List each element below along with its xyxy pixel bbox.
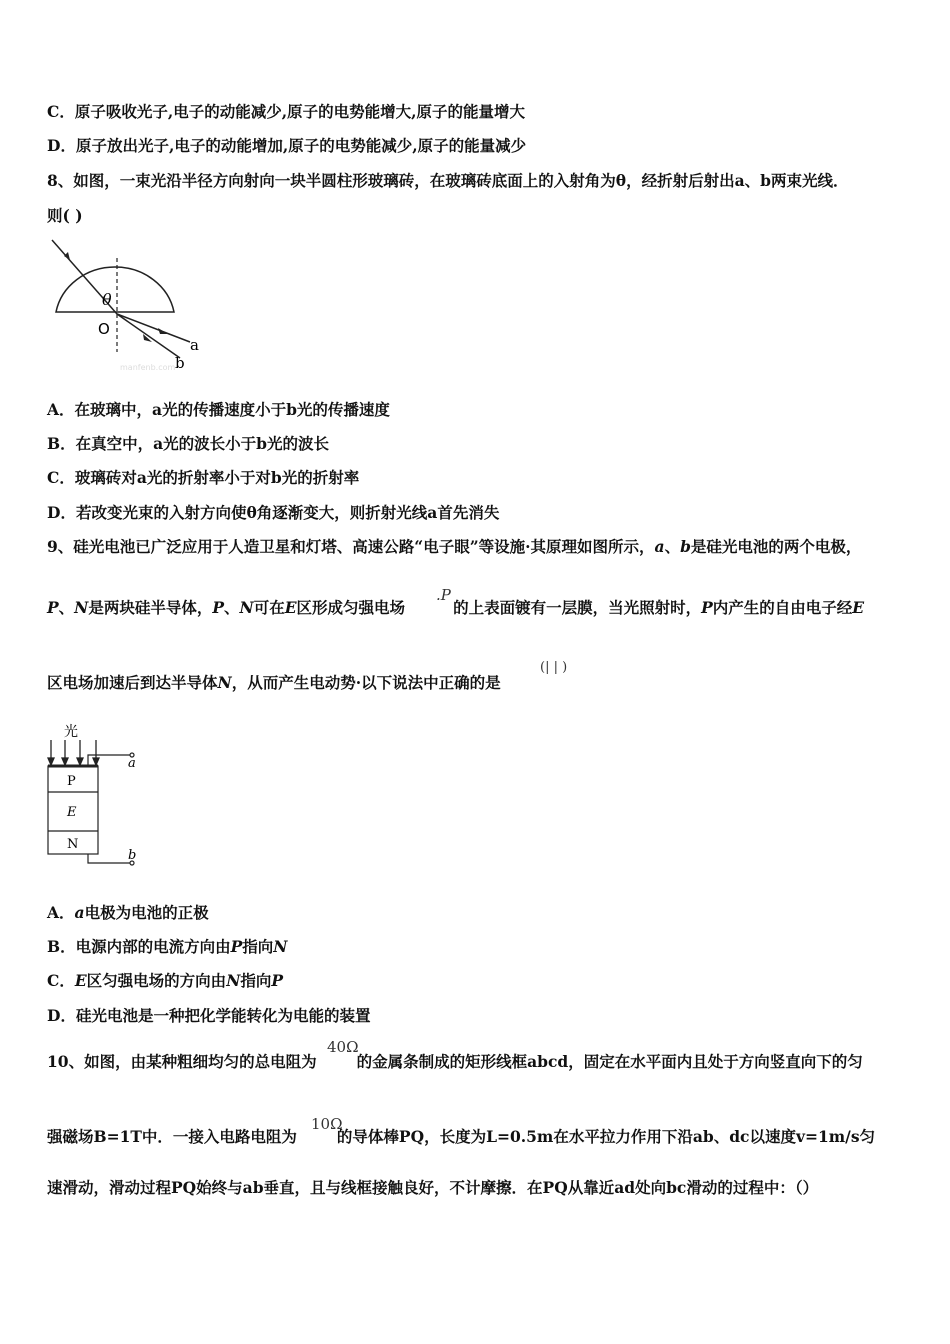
- text: 10、如图，由某种粗细均匀的总电阻为: [47, 1052, 317, 1071]
- text: 电极为电池的正极: [84, 903, 209, 922]
- q7-option-c: C．原子吸收光子,电子的动能减少,原子的电势能增大,原子的能量增大: [47, 102, 526, 121]
- var-e: E: [852, 598, 865, 617]
- text: 可在: [253, 598, 285, 617]
- text: 区匀强电场的方向由: [86, 971, 227, 990]
- light-label: 光: [64, 724, 78, 740]
- q9-stem-line3: [47, 673, 501, 693]
- var-a: a: [654, 537, 665, 556]
- q9-option-a: [47, 903, 209, 923]
- ray-b-label: b: [175, 354, 185, 372]
- text: 指向: [242, 937, 274, 956]
- text: 强磁场B=1T中．一接入电路电阻为: [47, 1127, 297, 1146]
- q8-option-b: B．在真空中，a光的波长小于b光的波长: [47, 434, 329, 453]
- ray-a-label: a: [190, 336, 199, 354]
- var-n: N: [273, 937, 288, 956]
- p-region-label: P: [67, 774, 76, 789]
- var-p: P: [212, 598, 225, 617]
- q9-stem-line2: [47, 598, 864, 618]
- q9-inline-formula-p: .P: [436, 586, 451, 604]
- var-n: N: [74, 598, 89, 617]
- text: 内产生的自由电子经: [712, 598, 853, 617]
- var-p: P: [271, 971, 284, 990]
- q10-resistance-10: 10Ω: [311, 1115, 343, 1133]
- text: B．电源内部的电流方向由: [47, 937, 231, 956]
- text: 9、硅光电池已广泛应用于人造卫星和灯塔、高速公路“电子眼”等设施·其原理如图所示，: [47, 537, 655, 556]
- var-n: N: [239, 598, 254, 617]
- q8-option-d: D．若改变光束的入射方向使θ角逐渐变大，则折射光线a首先消失: [47, 503, 500, 522]
- var-n: N: [217, 673, 232, 692]
- q10-resistance-40: 40Ω: [327, 1038, 359, 1056]
- text: 区形成匀强电场: [296, 598, 406, 617]
- q10-stem-line1: [47, 1052, 863, 1072]
- q9-solar-cell-figure: [40, 720, 150, 870]
- q9-option-d: D．硅光电池是一种把化学能转化为电能的装置: [47, 1006, 371, 1025]
- var-a: a: [74, 903, 85, 922]
- q9-option-c: [47, 971, 283, 991]
- watermark: manfenb.com: [120, 363, 176, 372]
- q8-option-c: C．玻璃砖对a光的折射率小于对b光的折射率: [47, 468, 360, 487]
- q7-option-d: D．原子放出光子,电子的动能增加,原子的电势能减少,原子的能量减少: [47, 136, 527, 155]
- text: 的导体棒PQ，长度为L=0.5m在水平拉力作用下沿ab、dc以速度v=1m/s匀: [336, 1127, 876, 1146]
- text: A．: [47, 903, 75, 922]
- var-e: E: [74, 971, 87, 990]
- q10-stem-line2: [47, 1127, 875, 1147]
- text: 、: [224, 598, 240, 617]
- electrode-a-label: a: [128, 756, 136, 771]
- var-p: P: [47, 598, 59, 617]
- var-p: P: [701, 598, 713, 617]
- n-region-label: N: [67, 837, 79, 852]
- text: C．: [47, 971, 75, 990]
- text: 指向: [240, 971, 272, 990]
- text: 、: [664, 537, 681, 556]
- q8-semicircle-figure: [40, 230, 220, 380]
- text: 区电场加速后到达半导体: [47, 673, 218, 692]
- q9-stem-line1: [47, 537, 861, 557]
- q9-answer-paren: (| | ): [540, 660, 568, 675]
- e-region-label: E: [67, 805, 77, 820]
- text: 是两块硅半导体，: [88, 598, 213, 617]
- electrode-b-label: b: [128, 848, 137, 863]
- q8-stem: 8、如图，一束光沿半径方向射向一块半圆柱形玻璃砖，在玻璃砖底面上的入射角为θ，经折射后射出a、b两束光线．: [47, 171, 849, 190]
- text: 是硅光电池的两个电极，: [690, 537, 862, 556]
- origin-label: O: [98, 320, 110, 338]
- text: 的金属条制成的矩形线框abcd，固定在水平面内且处于方向竖直向下的匀: [356, 1052, 863, 1071]
- theta-label: θ: [102, 290, 112, 309]
- q9-option-b: [47, 937, 287, 957]
- var-p: P: [230, 937, 243, 956]
- var-n: N: [226, 971, 241, 990]
- q8-stem-cont: 则( ): [47, 206, 83, 225]
- q10-stem-line3: 速滑动，滑动过程PQ始终与ab垂直，且与线框接触良好，不计摩擦．在PQ从靠近ad处向bc滑动的过程中：（）: [47, 1178, 819, 1197]
- text: 的上表面镀有一层膜，当光照射时，: [453, 598, 702, 617]
- q8-option-a: A．在玻璃中，a光的传播速度小于b光的传播速度: [47, 400, 390, 419]
- text: ，从而产生电动势·以下说法中正确的是: [231, 673, 501, 692]
- text: 、: [58, 598, 75, 617]
- var-b: b: [680, 537, 691, 556]
- var-e: E: [284, 598, 297, 617]
